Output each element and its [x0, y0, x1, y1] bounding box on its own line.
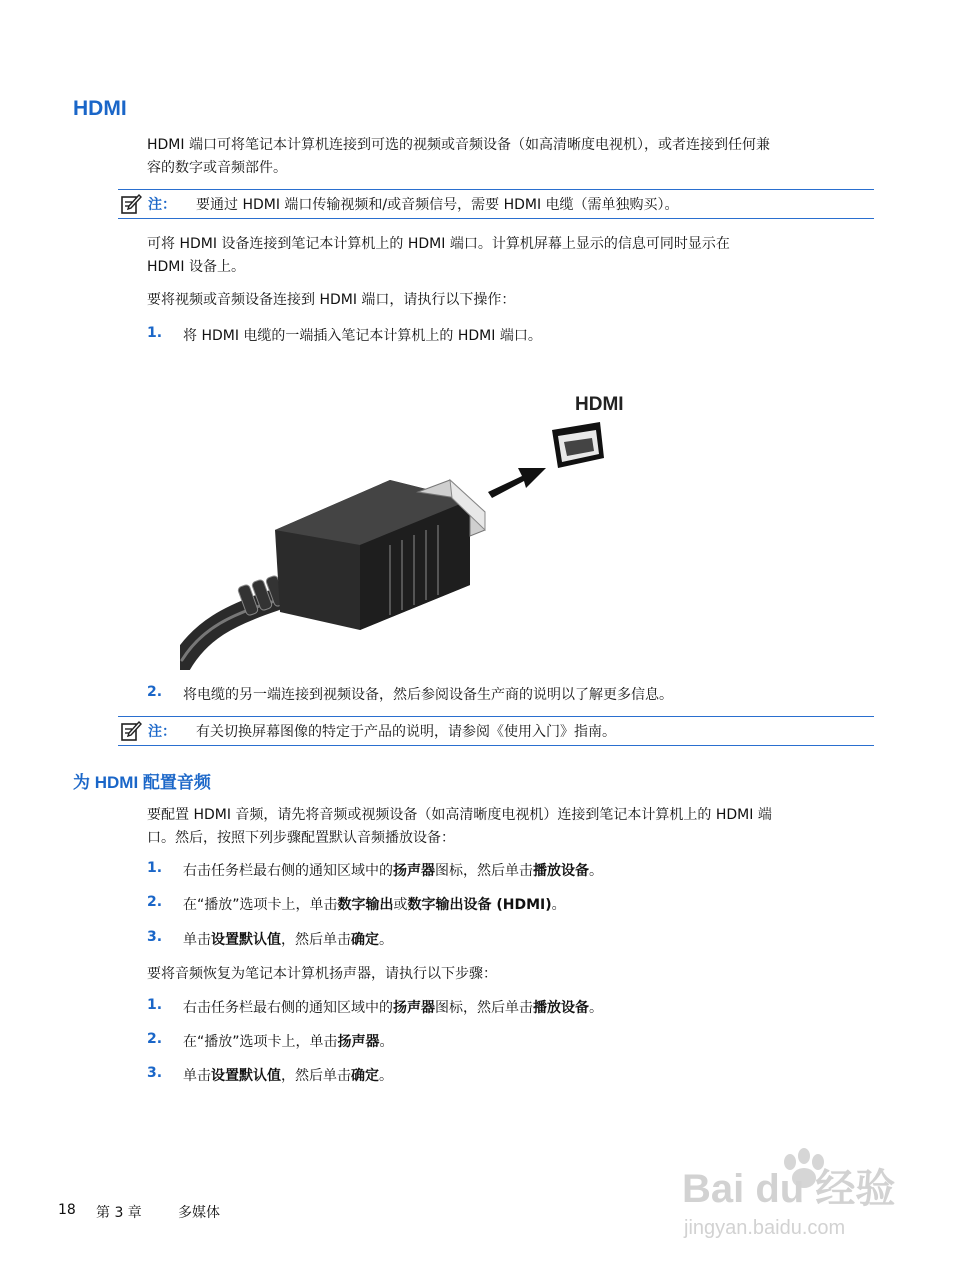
note-text: 要通过 HDMI 端口传输视频和/或音频信号，需要 HDMI 电缆（需单独购买）。: [196, 197, 679, 213]
baidu-jingyan-watermark: [672, 1140, 912, 1250]
step-text: 将 HDMI 电缆的一端插入笔记本计算机上的 HDMI 端口。: [183, 328, 542, 344]
connect-line-1: 可将 HDMI 设备连接到笔记本计算机上的 HDMI 端口。计算机屏幕上显示的信息可同时显示在: [147, 236, 730, 252]
audio-intro-line-2: 口。然后，按照下列步骤配置默认音频播放设备：: [147, 830, 455, 846]
step-text: 在“播放”选项卡上，单击扬声器。: [183, 1034, 394, 1050]
note-label: 注：: [148, 724, 176, 740]
step-number: 2.: [147, 894, 163, 910]
step-text: 在“播放”选项卡上，单击数字输出或数字输出设备 (HDMI)。: [183, 897, 566, 913]
step-number: 2.: [147, 1031, 163, 1047]
note-pencil-icon: [120, 193, 142, 215]
insert-arrow-icon: [488, 468, 546, 498]
watermark-brand: Bai du 经验: [682, 1167, 896, 1211]
note-box-1: [118, 189, 874, 219]
hdmi-plug-icon: [275, 480, 485, 630]
hdmi-plug-figure: [180, 380, 650, 670]
note-text: 有关切换屏幕图像的特定于产品的说明，请参阅《使用入门》指南。: [196, 724, 616, 740]
step-number: 1.: [147, 325, 163, 341]
watermark-url: jingyan.baidu.com: [684, 1217, 846, 1239]
connect-paragraph: [147, 233, 875, 279]
step-number: 1.: [147, 997, 163, 1013]
subsection-title: 为 HDMI 配置音频: [73, 773, 211, 792]
note-pencil-icon: [120, 720, 142, 742]
intro-paragraph: [147, 134, 875, 180]
intro-line-1: HDMI 端口可将笔记本计算机连接到可选的视频或音频设备（如高清晰度电视机），或者连接到任何兼: [147, 137, 770, 153]
step-text: 单击设置默认值，然后单击确定。: [183, 932, 393, 948]
instructions-paragraph: 要将视频或音频设备连接到 HDMI 端口，请执行以下操作：: [147, 292, 516, 308]
note-label: 注：: [148, 197, 176, 213]
restore-paragraph: 要将音频恢复为笔记本计算机扬声器，请执行以下步骤：: [147, 966, 497, 982]
hdmi-port-icon: [552, 422, 604, 468]
note-box-2: [118, 716, 874, 746]
chapter-title: 多媒体: [178, 1205, 220, 1221]
audio-intro-paragraph: [147, 804, 875, 850]
step-text: 将电缆的另一端连接到视频设备，然后参阅设备生产商的说明以了解更多信息。: [183, 687, 673, 703]
section-title: HDMI: [73, 97, 127, 120]
step-number: 2.: [147, 684, 163, 700]
step-number: 1.: [147, 860, 163, 876]
page-number: 18: [58, 1202, 76, 1218]
step-text: 右击任务栏最右侧的通知区域中的扬声器图标，然后单击播放设备。: [183, 863, 603, 879]
intro-line-2: 容的数字或音频部件。: [147, 160, 287, 176]
step-text: 右击任务栏最右侧的通知区域中的扬声器图标，然后单击播放设备。: [183, 1000, 603, 1016]
hdmi-cable-illustration: [180, 380, 650, 670]
chapter-label: 第 3 章: [96, 1205, 142, 1221]
baidu-paw-logo-icon: [672, 1140, 912, 1250]
step-number: 3.: [147, 929, 163, 945]
step-text: 单击设置默认值，然后单击确定。: [183, 1068, 393, 1084]
connect-line-2: HDMI 设备上。: [147, 259, 245, 275]
figure-label: HDMI: [575, 394, 624, 415]
step-number: 3.: [147, 1065, 163, 1081]
audio-intro-line-1: 要配置 HDMI 音频，请先将音频或视频设备（如高清晰度电视机）连接到笔记本计算机上的 HDMI 端: [147, 807, 772, 823]
